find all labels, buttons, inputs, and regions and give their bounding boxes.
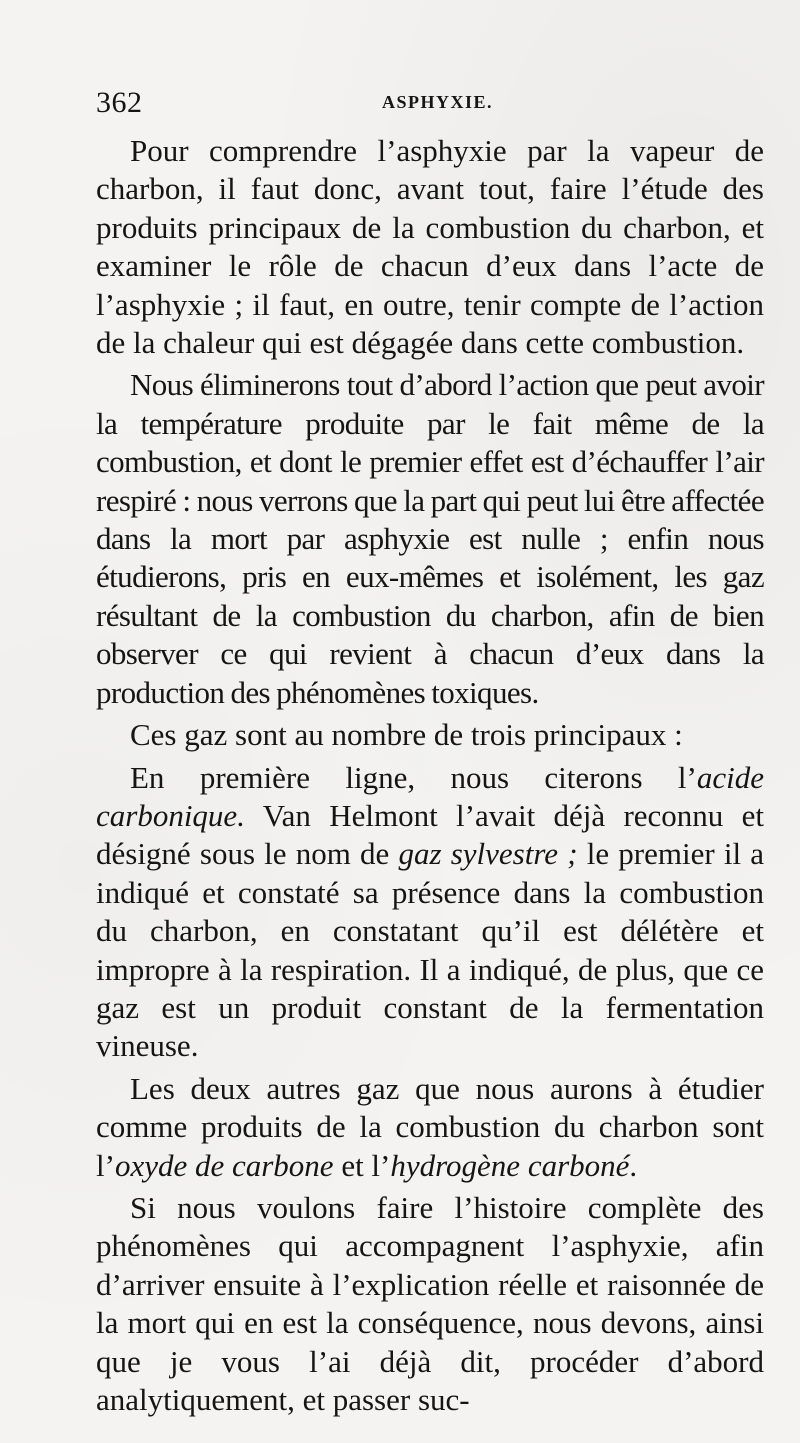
paragraph-3: Ces gaz sont au nombre de trois principaux : <box>130 717 683 753</box>
term-oxyde-de-carbone: oxyde de carbone <box>114 1147 334 1183</box>
paragraph-1: Pour comprendre l’asphyxie par la vapeur de charbon, il faut donc, avant tout, faire l’étude des produits principaux de la combustion du charbon, et examiner le rôle de chacun d’eux dans l’acte de l’asphyxie ; il faut, en outre, tenir compte de l’action de la chaleur qui est dégagée dans cette combustion. <box>96 133 764 361</box>
term-gaz-sylvestre: gaz sylvestre ; <box>398 836 578 872</box>
paragraph-4-text-c: Van Helmont l’avait déjà reconnu et désigné sous le nom de <box>96 797 764 872</box>
page-number: 362 <box>96 86 143 119</box>
paragraph-4-text-a: En première ligne, nous citerons l’ <box>130 759 697 795</box>
paragraph-2: Nous éliminerons tout d’abord l’action que peut avoir la température produite par le fait même de la combustion, et dont le premier effet est d’échauffer l’air respiré : nous verrons que la part qui peut lui être affectée dans la mort par asphyxie est nulle ; enfin nous étudierons, pris en eux-mêmes et isolément, les gaz résultant de la combustion du charbon, afin de bien observer ce qui revient à chacun d’eux dans la production des phénomènes toxiques. <box>96 367 764 710</box>
paragraph-6: Si nous voulons faire l’histoire complète des phénomènes qui accompagnent l’asphyxie, afin d’arriver ensuite à l’explication réelle et raisonnée de la mort qui en est la conséquence, nous devons, ainsi que je vous l’ai déjà dit, procéder d’abord analytiquement, et passer suc- <box>96 1189 764 1417</box>
paragraph-4 <box>96 759 764 1066</box>
page-header <box>96 86 764 126</box>
paragraph-5 <box>96 1070 764 1185</box>
paragraph-4-text-e: le premier il a indiqué et constaté sa présence dans la combustion du charbon, en constatant qu’il est délétère et impropre à la respiration. Il a indiqué, de plus, que ce gaz est un produit constant de la fermentation vineuse. <box>96 836 764 1064</box>
running-head: ASPHYXIE. <box>382 92 494 112</box>
term-hydrogene-carbone: hydrogène carboné <box>390 1147 630 1183</box>
paragraph-5-text-c: et l’ <box>333 1147 391 1183</box>
body-text <box>96 132 764 1419</box>
term-acide-carbonique: acide carbonique. <box>96 759 764 833</box>
paragraph-5-text-e: . <box>629 1147 638 1183</box>
paragraph-5-text-a: Les deux autres gaz que nous aurons à étudier comme produits de la combustion du charbon sont l’ <box>96 1070 764 1183</box>
